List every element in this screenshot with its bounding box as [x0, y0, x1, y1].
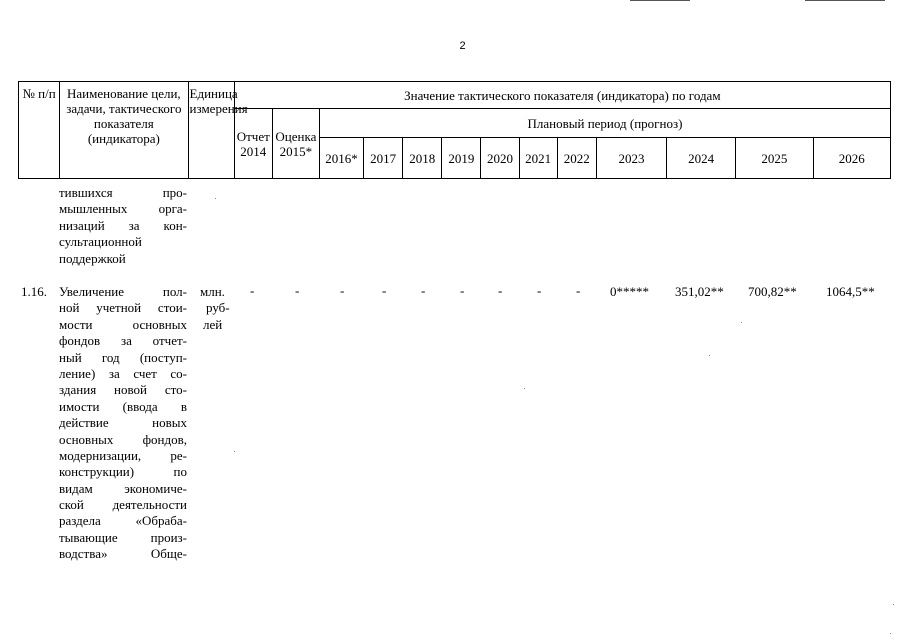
header-year: 2016*	[319, 138, 363, 179]
header-year: 2020	[481, 138, 519, 179]
row-number: 1.16.	[21, 284, 47, 299]
scan-speck	[890, 633, 891, 634]
continued-indicator-name: тившихся про- мышленных орга- низаций за кон- сультационной поддержкой	[59, 185, 187, 266]
header-year: 2021	[519, 138, 557, 179]
scan-artifact-line	[805, 0, 885, 1]
header-year: 2019	[442, 138, 481, 179]
value-2023: 0*****	[610, 284, 649, 299]
header-year: 2017	[364, 138, 403, 179]
scan-artifact-line	[630, 0, 690, 1]
value-2022: -	[576, 283, 581, 298]
scan-speck	[709, 355, 710, 356]
scan-speck	[524, 388, 525, 389]
header-year: 2023	[596, 138, 666, 179]
value-2025: 700,82**	[748, 284, 797, 299]
indicator-unit: млн. руб- лей	[200, 284, 230, 332]
value-2018: -	[421, 283, 426, 298]
value-2026: 1064,5**	[826, 284, 875, 299]
page-number: 2	[459, 40, 466, 52]
header-year: 2026	[813, 138, 890, 179]
scan-speck	[215, 198, 216, 199]
header-report-2014: Отчет 2014	[234, 109, 272, 179]
header-estimate-2015: Оценка 2015*	[272, 109, 319, 179]
scan-speck	[893, 604, 894, 605]
value-estimate-2015: -	[295, 283, 300, 298]
scan-speck	[234, 451, 235, 452]
value-2019: -	[460, 283, 465, 298]
value-2021: -	[537, 283, 542, 298]
value-2020: -	[498, 283, 503, 298]
indicator-name: Увеличение пол- ной учетной стои- мости основных фондов за отчет- ный год (поступ- ление) за счет со- здания новой сто- имости (ввода в действие новых основных фондов, модернизации, ре- конструкции) по видам экономиче- ской деятельности раздела «Обраба- тывающие произ- водства» Обще-	[59, 284, 187, 562]
header-year: 2022	[557, 138, 596, 179]
header-name: Наименование цели, задачи, тактического показателя (индикатора)	[60, 82, 188, 179]
header-unit: Единица измерения	[188, 82, 234, 179]
scan-speck	[741, 322, 742, 323]
value-2017: -	[382, 283, 387, 298]
header-year: 2025	[736, 138, 813, 179]
header-year: 2024	[667, 138, 736, 179]
value-report-2014: -	[250, 283, 255, 298]
value-2016: -	[340, 283, 345, 298]
indicator-table-header	[18, 81, 891, 179]
value-2024: 351,02**	[675, 284, 724, 299]
header-values-by-year: Значение тактического показателя (индикатора) по годам	[234, 82, 890, 109]
header-plan-period: Плановый период (прогноз)	[319, 109, 890, 138]
header-number: № п/п	[19, 82, 60, 179]
header-year: 2018	[403, 138, 442, 179]
